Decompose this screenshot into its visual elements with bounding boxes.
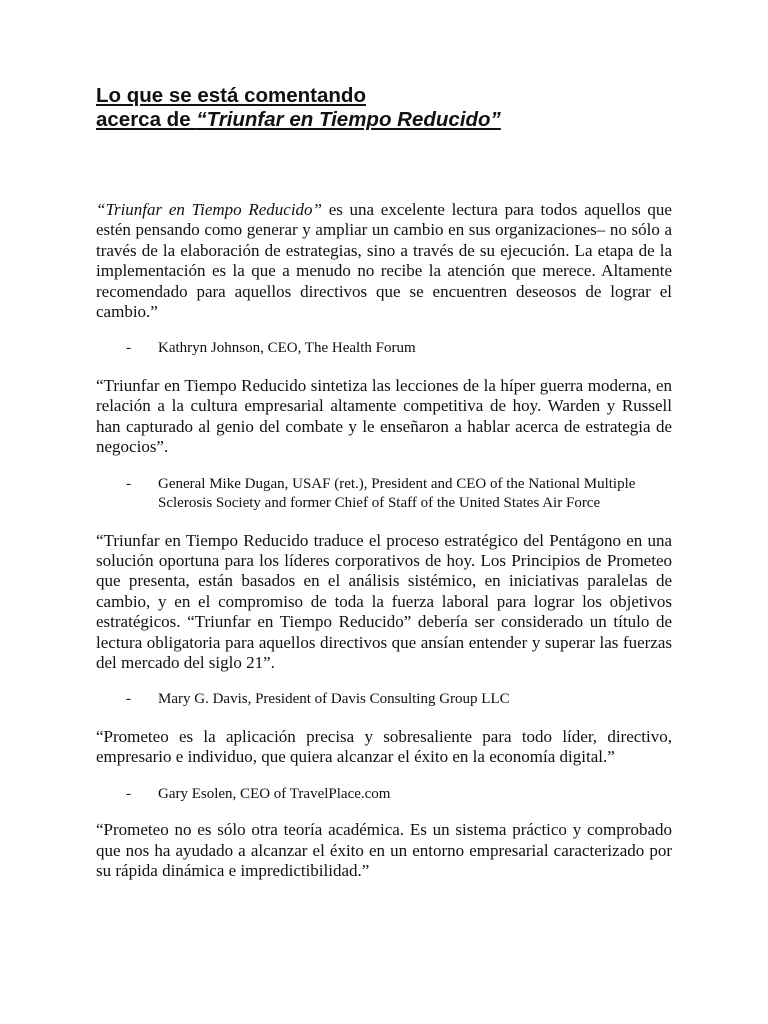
- bullet-dash: -: [126, 475, 131, 492]
- title-line-2: [96, 108, 672, 132]
- bullet-dash: -: [126, 691, 131, 708]
- author-name: Mary G. Davis, President of Davis Consulting Group LLC: [158, 691, 510, 708]
- quote-text: es una excelente lectura para todos aquellos que estén pensando como generar y ampliar un cambio en sus organizaciones– no sólo a través de la elaboración de estrategias, sino a través de su ejecución. La etapa de la implementación es la que a menudo no recibe la atención que merece. Altamente recomendado para aquellos directivos que se encuentren deseosos de lograr el cambio.”: [96, 200, 672, 322]
- title-line-1: Lo que se está comentando: [96, 84, 366, 107]
- testimonial-quote-4: “Prometeo es la aplicación precisa y sobresaliente para todo líder, directivo, empresario e individuo, que quiera alcanzar el éxito en la economía digital.”: [96, 726, 672, 767]
- page-title: [96, 84, 672, 132]
- testimonial-author-4: [96, 785, 672, 805]
- testimonial-quote-5: “Prometeo no es sólo otra teoría académica. Es un sistema práctico y comprobado que nos ha ayudado a alcanzar el éxito en un entorno empresarial caracterizado por su rápida dinámica e impredictibilidad.”: [96, 820, 672, 881]
- testimonial-quote-2: “Triunfar en Tiempo Reducido sintetiza las lecciones de la híper guerra moderna, en relación a la cultura empresarial altamente competitiva de hoy. Warden y Russell han capturado al genio del combate y le enseñaron a hablar acerca de estrategia de negocios”.: [96, 375, 672, 457]
- bullet-dash: -: [126, 785, 131, 802]
- author-name: Gary Esolen, CEO of TravelPlace.com: [158, 785, 391, 802]
- testimonial-author-1: [96, 339, 672, 359]
- author-name: Kathryn Johnson, CEO, The Health Forum: [158, 340, 416, 357]
- document-page: [96, 84, 672, 881]
- testimonial-quote-1: [96, 200, 672, 322]
- title-book-name: “Triunfar en Tiempo Reducido”: [196, 108, 501, 131]
- author-name: General Mike Dugan, USAF (ret.), President and CEO of the National Multiple Sclerosis Society and former Chief of Staff of the United States Air Force: [158, 475, 636, 512]
- title-prefix: acerca de: [96, 108, 197, 131]
- testimonial-author-3: [96, 690, 672, 710]
- quote-book-reference: “Triunfar en Tiempo Reducido”: [96, 200, 322, 219]
- testimonial-author-2: [96, 475, 672, 514]
- bullet-dash: -: [126, 340, 131, 357]
- testimonial-quote-3: “Triunfar en Tiempo Reducido traduce el proceso estratégico del Pentágono en una solución oportuna para los líderes corporativos de hoy. Los Principios de Prometeo que presenta, están basados en el análisis sistémico, en iniciativas paralelas de cambio, y en el compromiso de toda la fuerza laboral para lograr los objetivos estratégicos. “Triunfar en Tiempo Reducido” debería ser considerado un título de lectura obligatoria para aquellos directivos que ansían entender y superar las fuerzas del mercado del siglo 21”.: [96, 530, 672, 672]
